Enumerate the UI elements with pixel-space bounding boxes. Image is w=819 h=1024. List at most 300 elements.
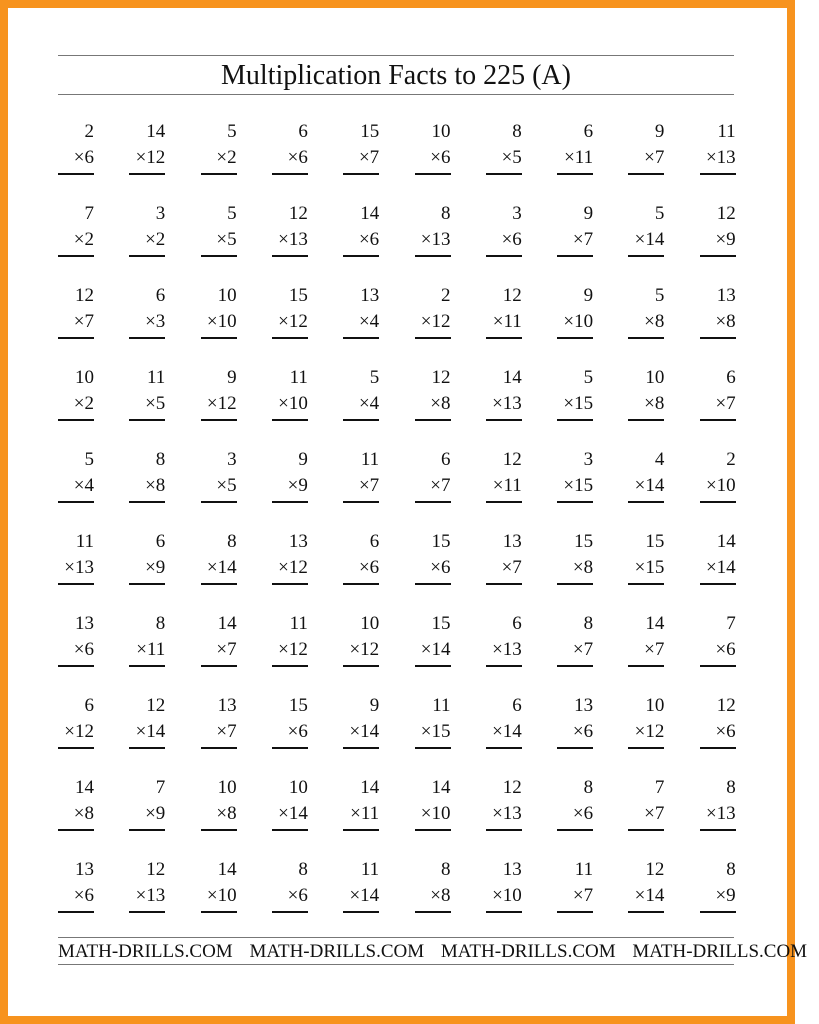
problem (415, 775, 451, 831)
problem-multiplicand: 3 (583, 449, 594, 470)
problem-multiplicand: 14 (217, 613, 237, 634)
problem (201, 529, 237, 585)
problem-multiplicand: 11 (360, 859, 380, 880)
problem-multiplier: ×14 (272, 801, 308, 831)
problem-multiplier: ×14 (700, 555, 736, 585)
title-bottom-rule (58, 94, 734, 95)
problem-multiplicand: 11 (289, 613, 308, 634)
problem-grid (58, 119, 734, 909)
problem-multiplicand: 2 (726, 449, 736, 470)
footer-text: MATH-DRILLS.COM (58, 941, 233, 962)
problem (628, 365, 664, 421)
problem (415, 857, 451, 913)
problem-multiplicand: 9 (227, 367, 237, 388)
problem (415, 611, 451, 667)
problem-multiplicand: 7 (726, 613, 736, 634)
problem-multiplicand: 6 (512, 613, 522, 634)
problem-multiplier: ×15 (557, 391, 593, 421)
problem (343, 775, 379, 831)
problem-multiplier: ×8 (557, 555, 593, 585)
problem (201, 119, 237, 175)
problem-multiplier: ×7 (58, 309, 94, 339)
problem-multiplier: ×11 (486, 309, 522, 339)
problem-multiplier: ×13 (415, 227, 451, 257)
problem-multiplier: ×6 (343, 555, 379, 585)
problem (628, 283, 664, 339)
problem-multiplier: ×11 (129, 637, 165, 667)
problem-multiplicand: 7 (84, 203, 94, 224)
problem (58, 693, 94, 749)
problem (129, 283, 165, 339)
problem (415, 283, 451, 339)
problem-multiplier: ×6 (343, 227, 379, 257)
problem (486, 529, 522, 585)
problem-multiplier: ×8 (628, 391, 664, 421)
problem-multiplicand: 11 (289, 367, 308, 388)
problem-multiplier: ×10 (415, 801, 451, 831)
problem-multiplicand: 13 (716, 285, 736, 306)
problem-multiplicand: 13 (75, 859, 94, 880)
problem (700, 611, 736, 667)
problem-multiplier: ×6 (557, 801, 593, 831)
problem-multiplicand: 8 (155, 613, 166, 634)
problem-multiplier: ×14 (415, 637, 451, 667)
problem-multiplicand: 14 (146, 121, 166, 142)
problem (343, 447, 379, 503)
problem-multiplier: ×9 (700, 227, 736, 257)
problem (628, 693, 664, 749)
problem-multiplicand: 11 (75, 531, 94, 552)
problem-multiplicand: 6 (726, 367, 736, 388)
problem-multiplicand: 5 (654, 285, 665, 306)
problem-multiplicand: 5 (84, 449, 94, 470)
problem-multiplier: ×8 (58, 801, 94, 831)
problem-multiplier: ×9 (700, 883, 736, 913)
problem (557, 693, 593, 749)
problem-multiplier: ×14 (628, 883, 664, 913)
problem-multiplicand: 13 (502, 859, 522, 880)
problem (557, 611, 593, 667)
problem (700, 693, 736, 749)
problem (557, 857, 593, 913)
problem-multiplicand: 14 (716, 531, 736, 552)
problem-multiplier: ×6 (415, 145, 451, 175)
problem (486, 201, 522, 257)
footer-text: MATH-DRILLS.COM (249, 941, 425, 962)
problem-multiplier: ×13 (272, 227, 308, 257)
problem (201, 283, 237, 339)
problem-multiplicand: 7 (654, 777, 665, 798)
problem-multiplicand: 14 (645, 613, 665, 634)
problem (486, 119, 522, 175)
problem-multiplicand: 5 (654, 203, 665, 224)
problem-multiplicand: 12 (288, 203, 308, 224)
problem (58, 365, 94, 421)
problem-multiplier: ×12 (628, 719, 664, 749)
problem-multiplier: ×6 (272, 719, 308, 749)
problem (486, 611, 522, 667)
problem-multiplier: ×13 (486, 637, 522, 667)
problem-multiplicand: 10 (217, 285, 237, 306)
problem-multiplier: ×8 (415, 883, 451, 913)
problem (272, 365, 308, 421)
problem-multiplier: ×2 (201, 145, 237, 175)
problem (700, 775, 736, 831)
problem (415, 119, 451, 175)
problem-multiplier: ×2 (58, 391, 94, 421)
problem-multiplicand: 8 (583, 777, 594, 798)
problem (272, 775, 308, 831)
problem-multiplier: ×12 (272, 555, 308, 585)
problem-multiplicand: 12 (75, 285, 94, 306)
problem-multiplier: ×10 (272, 391, 308, 421)
problem-multiplier: ×4 (343, 309, 379, 339)
problem (415, 693, 451, 749)
problem-multiplier: ×7 (557, 883, 593, 913)
problem (201, 201, 237, 257)
problem-multiplicand: 12 (716, 695, 736, 716)
problem-multiplicand: 8 (155, 449, 166, 470)
problem (557, 447, 593, 503)
problem-multiplier: ×7 (700, 391, 736, 421)
problem-multiplier: ×5 (486, 145, 522, 175)
problem-multiplicand: 8 (298, 859, 308, 880)
problem-multiplier: ×8 (628, 309, 664, 339)
problem (628, 775, 664, 831)
problem (129, 201, 165, 257)
problem (129, 693, 165, 749)
problem-multiplicand: 9 (298, 449, 308, 470)
problem-multiplicand: 2 (84, 121, 94, 142)
problem (700, 201, 736, 257)
problem-multiplier: ×9 (272, 473, 308, 503)
problem-multiplicand: 13 (502, 531, 522, 552)
problem-multiplicand: 4 (654, 449, 665, 470)
problem-multiplicand: 14 (431, 777, 451, 798)
problem-multiplicand: 3 (227, 449, 237, 470)
problem (129, 365, 165, 421)
problem-multiplier: ×10 (486, 883, 522, 913)
problem-multiplier: ×12 (201, 391, 237, 421)
problem-multiplier: ×3 (129, 309, 165, 339)
problem-multiplicand: 11 (360, 449, 380, 470)
problem-multiplicand: 8 (512, 121, 522, 142)
problem-multiplicand: 2 (441, 285, 451, 306)
problem (486, 447, 522, 503)
problem-multiplier: ×5 (129, 391, 165, 421)
problem (557, 119, 593, 175)
problem-multiplier: ×6 (272, 145, 308, 175)
problem (272, 283, 308, 339)
problem-multiplier: ×11 (557, 145, 593, 175)
problem-multiplier: ×7 (628, 637, 664, 667)
problem (201, 693, 237, 749)
problem-multiplier: ×10 (700, 473, 736, 503)
footer-text: MATH-DRILLS.COM (440, 941, 616, 962)
problem-multiplicand: 12 (146, 859, 166, 880)
problem-multiplicand: 13 (75, 613, 94, 634)
problem-multiplier: ×6 (486, 227, 522, 257)
problem-multiplier: ×7 (486, 555, 522, 585)
problem (557, 529, 593, 585)
problem-multiplier: ×6 (700, 637, 736, 667)
problem-multiplier: ×6 (58, 637, 94, 667)
problem (129, 775, 165, 831)
problem-multiplicand: 6 (583, 121, 594, 142)
problem-multiplier: ×6 (272, 883, 308, 913)
problem-multiplier: ×7 (557, 227, 593, 257)
problem-multiplicand: 6 (298, 121, 308, 142)
problem (58, 283, 94, 339)
problem-multiplicand: 6 (512, 695, 522, 716)
problem-multiplicand: 14 (75, 777, 94, 798)
problem (486, 775, 522, 831)
problem-multiplicand: 10 (645, 695, 665, 716)
problem (628, 201, 664, 257)
problem-multiplicand: 15 (574, 531, 594, 552)
problem-multiplier: ×7 (201, 719, 237, 749)
problem (415, 447, 451, 503)
problem-multiplier: ×12 (272, 309, 308, 339)
problem-multiplier: ×11 (343, 801, 379, 831)
problem-multiplier: ×8 (415, 391, 451, 421)
problem-multiplier: ×14 (129, 719, 165, 749)
problem (628, 119, 664, 175)
problem-multiplier: ×6 (557, 719, 593, 749)
problem (343, 283, 379, 339)
problem-multiplicand: 3 (512, 203, 522, 224)
problem-multiplier: ×15 (415, 719, 451, 749)
problem (486, 283, 522, 339)
problem-multiplier: ×7 (343, 145, 379, 175)
problem-multiplicand: 6 (441, 449, 451, 470)
problem-multiplier: ×9 (129, 801, 165, 831)
problem-multiplicand: 10 (431, 121, 451, 142)
problem-multiplicand: 14 (360, 777, 380, 798)
problem-multiplier: ×6 (58, 145, 94, 175)
problem-multiplicand: 12 (502, 449, 522, 470)
problem-multiplicand: 10 (360, 613, 380, 634)
problem-multiplier: ×5 (201, 473, 237, 503)
problem (58, 775, 94, 831)
problem (58, 529, 94, 585)
problem-multiplicand: 9 (369, 695, 380, 716)
problem-multiplicand: 10 (217, 777, 237, 798)
problem (272, 201, 308, 257)
problem (343, 529, 379, 585)
problem-multiplier: ×7 (628, 801, 664, 831)
problem (700, 283, 736, 339)
problem (129, 611, 165, 667)
problem-multiplier: ×6 (700, 719, 736, 749)
problem-multiplier: ×12 (58, 719, 94, 749)
problem-multiplier: ×14 (628, 473, 664, 503)
problem-multiplier: ×12 (343, 637, 379, 667)
problem-multiplicand: 5 (369, 367, 380, 388)
problem-multiplier: ×14 (628, 227, 664, 257)
problem-multiplier: ×15 (557, 473, 593, 503)
problem (628, 529, 664, 585)
problem (129, 857, 165, 913)
problem (343, 119, 379, 175)
problem-multiplicand: 8 (583, 613, 594, 634)
problem (201, 857, 237, 913)
problem-multiplier: ×2 (58, 227, 94, 257)
problem-multiplier: ×11 (486, 473, 522, 503)
problem (557, 365, 593, 421)
problem (58, 201, 94, 257)
problem (700, 857, 736, 913)
problem (272, 447, 308, 503)
problem (343, 201, 379, 257)
problem (343, 611, 379, 667)
problem-multiplier: ×13 (129, 883, 165, 913)
problem-multiplicand: 13 (574, 695, 594, 716)
problem-multiplier: ×4 (343, 391, 379, 421)
problem (129, 447, 165, 503)
problem-multiplier: ×7 (343, 473, 379, 503)
problem-multiplicand: 6 (155, 531, 166, 552)
footer-text: MATH-DRILLS.COM (632, 941, 808, 962)
footer-banner (58, 937, 808, 965)
problem-multiplicand: 9 (654, 121, 665, 142)
problem (557, 775, 593, 831)
problem-multiplicand: 15 (360, 121, 380, 142)
problem-multiplier: ×5 (201, 227, 237, 257)
problem-multiplier: ×13 (58, 555, 94, 585)
problem-multiplicand: 9 (583, 285, 594, 306)
problem (272, 857, 308, 913)
problem-multiplicand: 8 (441, 859, 451, 880)
problem (272, 119, 308, 175)
problem-multiplicand: 15 (645, 531, 665, 552)
problem (343, 693, 379, 749)
problem (628, 857, 664, 913)
problem-multiplicand: 11 (147, 367, 166, 388)
problem-multiplier: ×4 (58, 473, 94, 503)
problem-multiplier: ×14 (201, 555, 237, 585)
problem (58, 857, 94, 913)
problem-multiplicand: 5 (583, 367, 594, 388)
problem-multiplier: ×9 (129, 555, 165, 585)
problem-multiplicand: 15 (431, 613, 451, 634)
problem-multiplicand: 5 (227, 203, 237, 224)
problem (486, 693, 522, 749)
problem-multiplier: ×10 (201, 309, 237, 339)
problem-multiplicand: 6 (155, 285, 166, 306)
problem-multiplicand: 13 (217, 695, 237, 716)
problem-multiplier: ×7 (415, 473, 451, 503)
problem-multiplier: ×8 (201, 801, 237, 831)
problem-multiplier: ×6 (415, 555, 451, 585)
problem-multiplier: ×13 (486, 391, 522, 421)
problem-multiplier: ×8 (700, 309, 736, 339)
problem-multiplier: ×12 (415, 309, 451, 339)
problem-multiplicand: 11 (574, 859, 594, 880)
problem-multiplicand: 12 (645, 859, 665, 880)
problem-multiplicand: 8 (227, 531, 237, 552)
problem-multiplier: ×15 (628, 555, 664, 585)
problem-multiplier: ×8 (129, 473, 165, 503)
problem-multiplicand: 5 (227, 121, 237, 142)
problem-multiplicand: 10 (288, 777, 308, 798)
problem-multiplier: ×13 (700, 145, 736, 175)
problem-multiplier: ×12 (129, 145, 165, 175)
problem (343, 365, 379, 421)
problem-multiplicand: 11 (432, 695, 451, 716)
problem (201, 611, 237, 667)
problem-multiplicand: 15 (431, 531, 451, 552)
problem (343, 857, 379, 913)
problem-multiplier: ×14 (343, 719, 379, 749)
problem-multiplicand: 15 (288, 285, 308, 306)
problem-multiplicand: 12 (502, 777, 522, 798)
problem-multiplicand: 8 (726, 777, 736, 798)
problem-multiplicand: 8 (441, 203, 451, 224)
problem (628, 611, 664, 667)
problem-multiplier: ×10 (557, 309, 593, 339)
problem-multiplier: ×12 (272, 637, 308, 667)
problem (272, 529, 308, 585)
problem-multiplicand: 12 (146, 695, 166, 716)
problem (58, 611, 94, 667)
problem-multiplier: ×14 (343, 883, 379, 913)
problem-multiplier: ×7 (628, 145, 664, 175)
problem (628, 447, 664, 503)
problem-multiplier: ×7 (557, 637, 593, 667)
problem-multiplier: ×6 (58, 883, 94, 913)
problem (58, 447, 94, 503)
problem-multiplicand: 6 (84, 695, 94, 716)
problem-multiplicand: 12 (502, 285, 522, 306)
problem-multiplicand: 13 (360, 285, 380, 306)
worksheet-page (58, 55, 734, 909)
problem-multiplier: ×13 (700, 801, 736, 831)
problem (129, 119, 165, 175)
problem-multiplicand: 12 (431, 367, 451, 388)
problem-multiplicand: 10 (75, 367, 94, 388)
problem-multiplicand: 9 (583, 203, 594, 224)
problem-multiplicand: 14 (502, 367, 522, 388)
problem-multiplier: ×2 (129, 227, 165, 257)
problem-multiplicand: 12 (716, 203, 736, 224)
problem-multiplicand: 10 (645, 367, 665, 388)
worksheet-title: Multiplication Facts to 225 (A) (221, 60, 571, 91)
problem (272, 611, 308, 667)
problem-multiplicand: 8 (726, 859, 736, 880)
problem-multiplicand: 14 (360, 203, 380, 224)
problem (700, 529, 736, 585)
problem (201, 365, 237, 421)
problem (700, 365, 736, 421)
problem-multiplier: ×7 (201, 637, 237, 667)
problem (700, 119, 736, 175)
problem (415, 201, 451, 257)
problem (272, 693, 308, 749)
problem-multiplicand: 6 (369, 531, 380, 552)
problem (700, 447, 736, 503)
problem-multiplier: ×13 (486, 801, 522, 831)
problem (415, 365, 451, 421)
problem-multiplicand: 14 (217, 859, 237, 880)
problem (486, 365, 522, 421)
problem (557, 283, 593, 339)
problem-multiplicand: 15 (288, 695, 308, 716)
problem-multiplier: ×14 (486, 719, 522, 749)
problem-multiplicand: 11 (717, 121, 736, 142)
problem (58, 119, 94, 175)
problem (415, 529, 451, 585)
